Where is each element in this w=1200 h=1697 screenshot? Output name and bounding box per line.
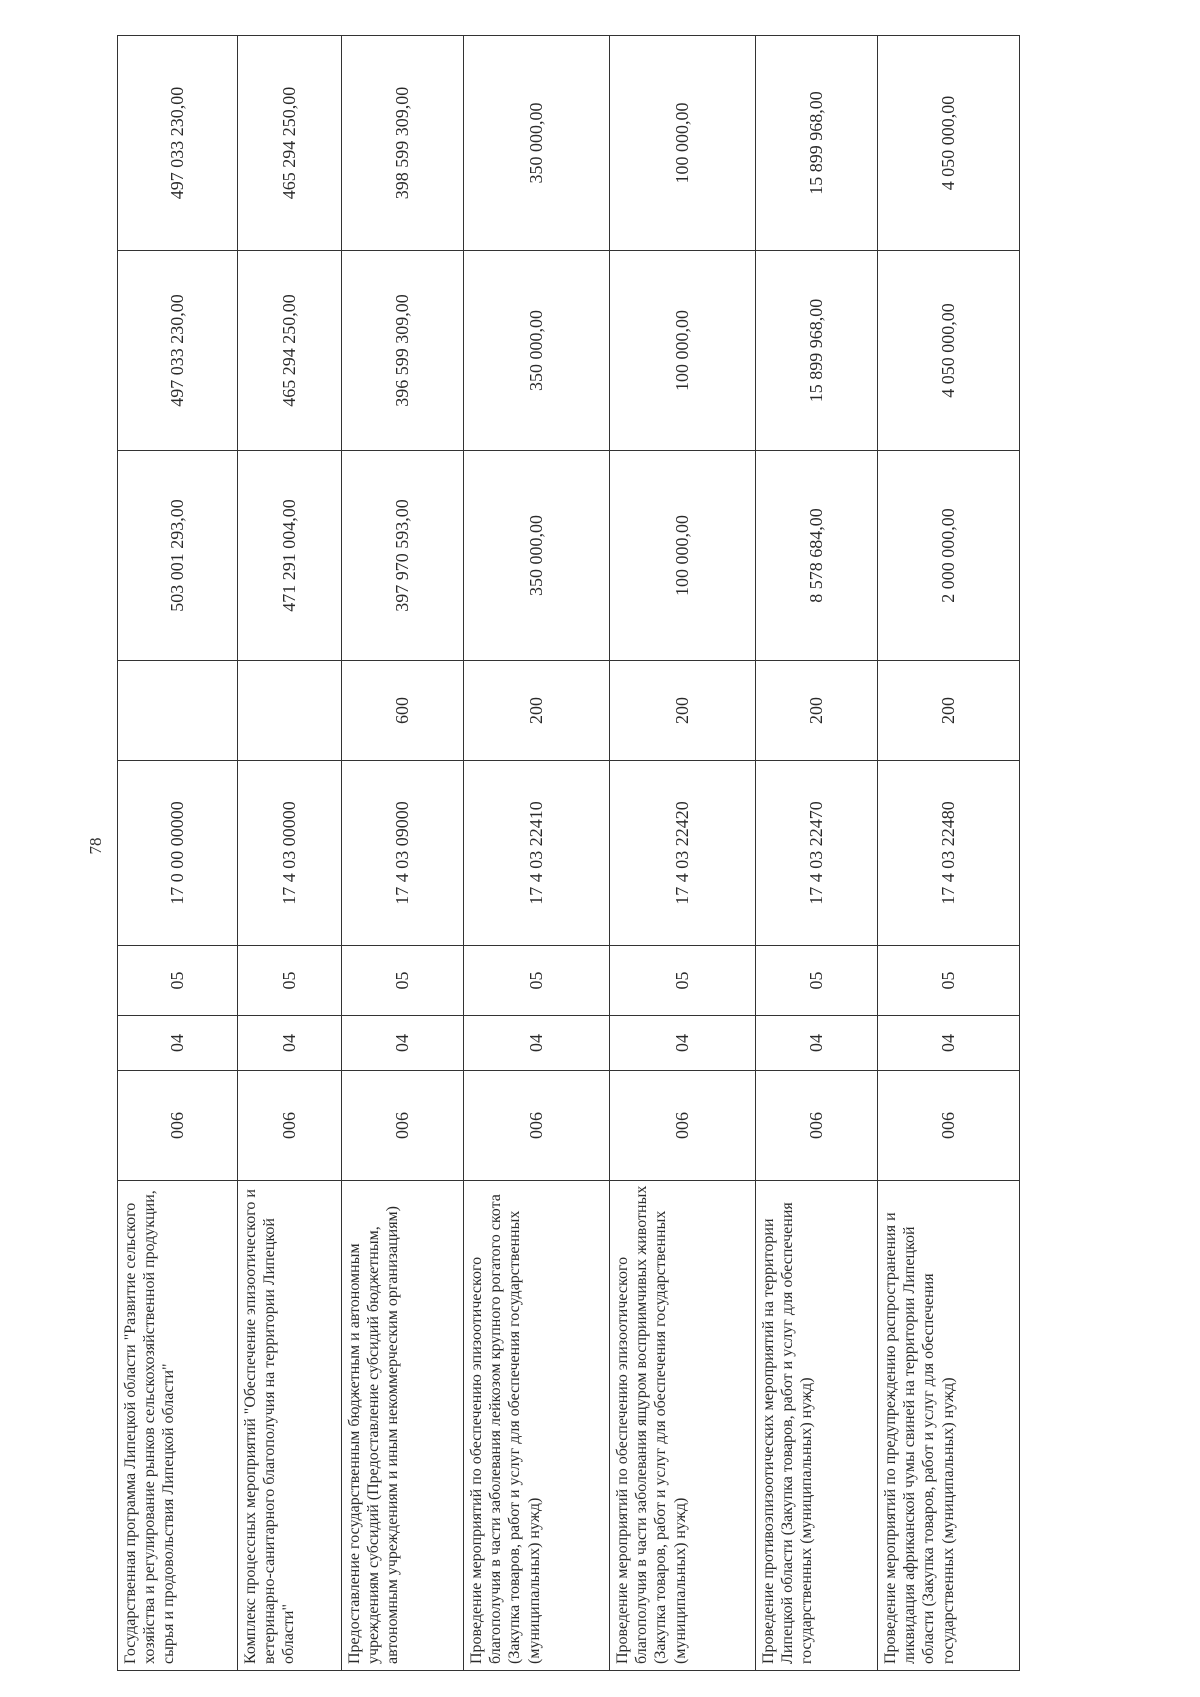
table-row: [878, 36, 1020, 1671]
expense-type-code: 200: [756, 661, 878, 761]
amount-year-1: 2 000 000,00: [878, 451, 1020, 661]
expense-type-code: [238, 661, 342, 761]
target-item-code: 17 4 03 22480: [878, 761, 1020, 946]
expense-type-code: 200: [878, 661, 1020, 761]
amount-year-1: 8 578 684,00: [756, 451, 878, 661]
amount-year-3: 100 000,00: [610, 36, 756, 251]
target-item-code: 17 4 03 22410: [464, 761, 610, 946]
ministry-code: 006: [756, 1071, 878, 1181]
subsection-code: 05: [118, 946, 238, 1016]
amount-year-2: 4 050 000,00: [878, 251, 1020, 451]
table-row: [342, 36, 464, 1671]
target-item-code: 17 4 03 22420: [610, 761, 756, 946]
ministry-code: 006: [342, 1071, 464, 1181]
item-name: Проведение мероприятий по предупреждению распространения и ликвидация африканской чумы свиней на территории Липецкой области (Закупка товаров, работ и услуг для обеспечения государственных (муниципальных) нужд): [878, 1181, 1020, 1671]
target-item-code: 17 0 00 00000: [118, 761, 238, 946]
amount-year-2: 497 033 230,00: [118, 251, 238, 451]
amount-year-1: 503 001 293,00: [118, 451, 238, 661]
amount-year-3: 398 599 309,00: [342, 36, 464, 251]
amount-year-2: 100 000,00: [610, 251, 756, 451]
amount-year-2: 15 899 968,00: [756, 251, 878, 451]
table-row: [464, 36, 610, 1671]
expense-type-code: 200: [464, 661, 610, 761]
amount-year-3: 497 033 230,00: [118, 36, 238, 251]
target-item-code: 17 4 03 00000: [238, 761, 342, 946]
target-item-code: 17 4 03 09000: [342, 761, 464, 946]
item-name: Проведение мероприятий по обеспечению эпизоотического благополучия в части заболевания лейкозом крупного рогатого скота (Закупка товаров, работ и услуг для обеспечения государственных (муниципальных) нужд): [464, 1181, 610, 1671]
item-name: Проведение мероприятий по обеспечению эпизоотического благополучия в части заболевания ящуром восприимчивых животных (Закупка товаров, работ и услуг для обеспечения государственных (муниципальных) нужд): [610, 1181, 756, 1671]
ministry-code: 006: [878, 1071, 1020, 1181]
item-name: Предоставление государственным бюджетным и автономным учреждениям субсидий (Предоставление субсидий бюджетным, автономным учреждениям и иным некоммерческим организациям): [342, 1181, 464, 1671]
expense-type-code: 200: [610, 661, 756, 761]
amount-year-2: 465 294 250,00: [238, 251, 342, 451]
item-name: Проведение противоэпизоотических мероприятий на территории Липецкой области (Закупка товаров, работ и услуг для обеспечения государственных (муниципальных) нужд): [756, 1181, 878, 1671]
section-code: 04: [464, 1016, 610, 1071]
section-code: 04: [118, 1016, 238, 1071]
budget-table: [117, 35, 1020, 1671]
ministry-code: 006: [610, 1071, 756, 1181]
table-row: [238, 36, 342, 1671]
ministry-code: 006: [118, 1071, 238, 1181]
section-code: 04: [238, 1016, 342, 1071]
amount-year-3: 350 000,00: [464, 36, 610, 251]
amount-year-1: 397 970 593,00: [342, 451, 464, 661]
rotated-table-container: [117, 36, 1019, 1671]
subsection-code: 05: [610, 946, 756, 1016]
subsection-code: 05: [238, 946, 342, 1016]
page-number: 78: [86, 837, 105, 855]
table-row: [118, 36, 238, 1671]
section-code: 04: [756, 1016, 878, 1071]
ministry-code: 006: [464, 1071, 610, 1181]
subsection-code: 05: [464, 946, 610, 1016]
section-code: 04: [342, 1016, 464, 1071]
table-row: [610, 36, 756, 1671]
expense-type-code: [118, 661, 238, 761]
section-code: 04: [610, 1016, 756, 1071]
subsection-code: 05: [756, 946, 878, 1016]
amount-year-2: 396 599 309,00: [342, 251, 464, 451]
amount-year-3: 465 294 250,00: [238, 36, 342, 251]
target-item-code: 17 4 03 22470: [756, 761, 878, 946]
section-code: 04: [878, 1016, 1020, 1071]
table-row: [756, 36, 878, 1671]
amount-year-2: 350 000,00: [464, 251, 610, 451]
amount-year-3: 4 050 000,00: [878, 36, 1020, 251]
amount-year-1: 100 000,00: [610, 451, 756, 661]
item-name: Государственная программа Липецкой области "Развитие сельского хозяйства и регулирование рынков сельскохозяйственной продукции, сырья и продовольствия Липецкой области": [118, 1181, 238, 1671]
amount-year-3: 15 899 968,00: [756, 36, 878, 251]
amount-year-1: 471 291 004,00: [238, 451, 342, 661]
subsection-code: 05: [342, 946, 464, 1016]
ministry-code: 006: [238, 1071, 342, 1181]
expense-type-code: 600: [342, 661, 464, 761]
subsection-code: 05: [878, 946, 1020, 1016]
item-name: Комплекс процессных мероприятий "Обеспечение эпизоотического и ветеринарно-санитарного благополучия на территории Липецкой области": [238, 1181, 342, 1671]
amount-year-1: 350 000,00: [464, 451, 610, 661]
